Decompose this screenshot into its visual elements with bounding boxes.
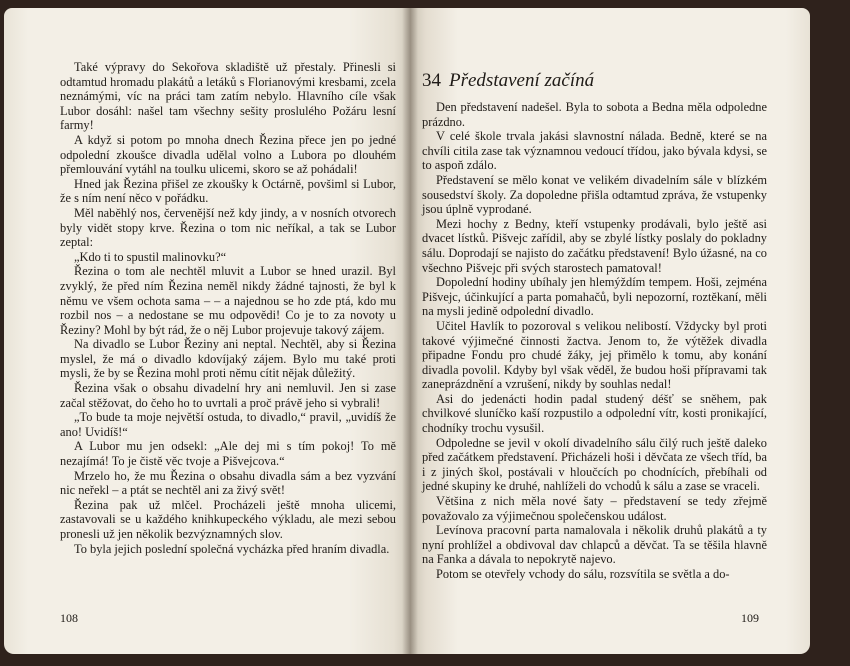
paragraph: Představení se mělo konat ve velikém divadelním sále v blízkém sousedství školy. Za dopoledne přišla odtamtud zpráva, že vstupenky jsou úplně vyprodané. <box>422 172 767 217</box>
paragraph: „Kdo ti to spustil malinovku?“ <box>74 249 227 264</box>
paragraph: „To bude ta moje největší ostuda, to divadlo,“ pravil, „uvidíš že ano! Uvidíš!“ <box>60 410 396 439</box>
paragraph: A když si potom po mnoha dnech Řezina přece jen po jedné odpolední zkoušce divadla udělal volno a Lubora po dlouhém přemlouvání vytáhl na toulku ulicemi, skoro se až pohádali! <box>60 132 396 177</box>
paragraph: Mezi hochy z Bedny, kteří vstupenky prodávali, bylo ještě asi dvacet lístků. Pišvejc zařídil, aby se zbylé lístky poslaly do pokladny sálu. Doprodají se najisto do začátku představení! Bylo úžasné, na co všechno Pišvejc při svých starostech pamatoval! <box>422 216 767 275</box>
right-page <box>410 8 810 654</box>
paragraph: Měl naběhlý nos, červenější než kdy jindy, a v nosních otvorech byly vidět stopy krve. Řezina o tom nic neříkal, a tak se Lubor zeptal: <box>60 205 396 250</box>
chapter-number: 34 <box>422 70 441 91</box>
page-number-left: 108 <box>60 611 78 625</box>
left-page <box>4 8 410 654</box>
page-number-right: 109 <box>741 611 759 625</box>
paragraph: Den představení nadešel. Byla to sobota a Bedna měla odpoledne prázdno. <box>422 100 767 129</box>
paragraph: Řezina však o obsahu divadelní hry ani nemluvil. Jen si zase začal stěžovat, do čeho ho to uvrtali a proč právě jeho si vybrali! <box>60 381 396 410</box>
paragraph: Levínova pracovní parta namalovala i několik druhů plakátů a ty nyní prohlížel a obdivoval dav chlapců a děvčat. Ta se těšila hlavně na Fanka a dávala to nepokrytě najevo. <box>422 523 767 567</box>
paragraph: Řezina pak už mlčel. Procházeli ještě mnoha ulicemi, zastavovali se u každého knihkupeckého výkladu, ale mezi sebou pronesli už jen několik bezvýznamných slov. <box>60 497 396 541</box>
paragraph: A Lubor mu jen odsekl: „Ale dej mi s tím pokoj! To mě nezajímá! To je čistě věc tvoje a Pišvejcova.“ <box>60 439 396 469</box>
paragraph: Řezina o tom ale nechtěl mluvit a Lubor se hned urazil. Byl zvyklý, že před ním Řezina neměl nikdy žádné tajnosti, že byl k němu ve všem ochota sama – – a najednou se ho zde ptá, kdo mu rozbil nos – a nedostane se mu odpovědi! Co je to za novoty u Řeziny? Mohl by být rád, že o něj Lubor projevuje takový zájem. <box>60 264 396 337</box>
paragraph: Mrzelo ho, že mu Řezina o obsahu divadla sám a bez vyzvání nic neřekl – a ptát se nechtěl ani za živý svět! <box>60 468 396 498</box>
paragraph: To byla jejich poslední společná vycházka před hraním divadla. <box>74 541 390 556</box>
left-page-body <box>60 60 396 556</box>
paragraph: Asi do jedenácti hodin padal studený déšť se sněhem, pak chvilkové sluníčko kaší rozpustilo a odpolední vítr, kosti pronikající, chodníky trochu vysušil. <box>422 391 767 436</box>
chapter-heading <box>422 70 594 92</box>
right-page-body <box>422 100 767 582</box>
paragraph: Potom se otevřely vchody do sálu, rozsvítila se světla a do- <box>436 567 730 581</box>
paragraph: Učitel Havlík to pozoroval s velikou nelibostí. Vždycky byl proti takové výjimečné činnosti žactva. Jenom to, že výtěžek divadla připadne Fondu pro chudé žáky, jej přimělo k tomu, aby konání divadla povolil. Kdyby byl však věděl, že budou hoši přípravami tak zaneprázdnění a vzrušení, nikdy by souhlas nedal! <box>422 318 767 392</box>
paragraph: Hned jak Řezina přišel ze zkoušky k Octárně, povšiml si Lubor, že s ním není něco v pořádku. <box>60 176 396 206</box>
paragraph: Většina z nich měla nové šaty – představení se tedy zřejmě považovalo za výjimečnou společenskou událost. <box>422 494 767 523</box>
paragraph: Na divadlo se Lubor Řeziny ani neptal. Nechtěl, aby si Řezina myslel, že má o divadlo kdovíjaký zájem. Bylo mu také proti mysli, že by se Řezina mohl proti němu cítit nějak důležitý. <box>60 337 396 381</box>
paragraph: Také výpravy do Sekořova skladiště už přestaly. Přinesli si odtamtud hromadu plakátů a letáků s Florianovými kresbami, zcela neznámými, víc na práci tam zatím nebylo. Hlavního cíle však Lubor dosáhl: našel tam všechny sešity proslulého Požáru lesní farmy! <box>60 60 396 133</box>
paragraph: V celé škole trvala jakási slavnostní nálada. Bedně, které se na chvíli citila zase tak významnou vedoucí třídou, jako bývala kdysi, se to aspoň zdálo. <box>422 129 767 173</box>
paragraph: Odpoledne se jevil v okolí divadelního sálu čilý ruch ještě daleko před začátkem představení. Přicházeli hoši i děvčata ze všech tříd, ba i z jiných škol, postávali v hloučcích po chodnících, přebíhali od jedné skupiny ke druhé, nahlíželi do vchodů k sálu a zase se vraceli. <box>422 435 767 494</box>
chapter-title: Představení začíná <box>449 70 595 91</box>
paragraph: Dopolední hodiny ubíhaly jen hlemýždím tempem. Hoši, zejména Pišvejc, účinkující a parta pomahačů, byli nepozorní, roztěkaní, měli na mysli jedině odpolední divadlo. <box>422 275 767 319</box>
